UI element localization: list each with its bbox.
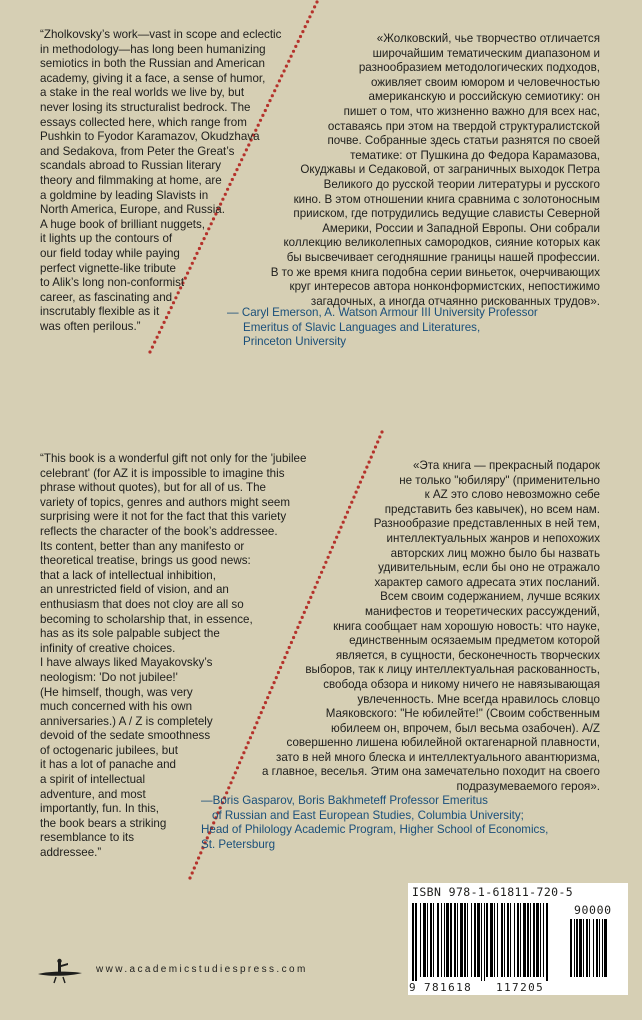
text-line: reflects the character of the book’s addressee. — [40, 524, 278, 538]
text-line: свобода обзора и никому ничего не навязывающая — [323, 677, 600, 691]
text-line: зато в ней много блеска и интеллектуального авантюризма, — [276, 750, 600, 764]
attribution-line: — Caryl Emerson, A. Watson Armour III University Professor — [227, 306, 538, 319]
text-line: neologism: 'Do not jubilee!' — [40, 670, 178, 684]
text-line: semiotics in both the Russian and American — [40, 57, 265, 71]
text-line: юбилеем он, впрочем, был весьма озабочен). A/Z — [331, 721, 600, 735]
text-line: «Эта книга — прекрасный подарок — [412, 459, 600, 472]
text-line: I have always liked Mayakovsky’s — [40, 656, 213, 670]
text-line: бы высвечивает сегодняшние границы нашей профессии. — [286, 250, 600, 264]
text-line: авторских лиц можно было бы назвать — [390, 546, 600, 560]
text-line: a goldmine by leading Slavists in — [40, 188, 209, 202]
text-line: it has a lot of panache and — [40, 758, 177, 772]
text-line: in methodology—has long been humanizing — [40, 42, 266, 56]
text-line: оставаясь при этом на твердой структуралистской — [327, 119, 600, 133]
attribution-line: Head of Philology Academic Program, Higher School of Economics, — [201, 823, 549, 837]
text-line: scandals abroad to Russian literary — [40, 159, 222, 173]
text-line: surprising were it not for the fact that this variety — [40, 510, 287, 524]
text-line: широчайшим тематическим диапазоном и — [372, 46, 600, 60]
text-line: has as its sole palpable subject the — [40, 627, 220, 641]
text-line: (He himself, though, was very — [40, 685, 193, 699]
text-line: не только "юбиляру" (применительно — [399, 473, 600, 487]
text-line: единственным осязаемым предметом которой — [349, 634, 600, 648]
rider-logo-icon — [36, 958, 84, 984]
barcode-right-digits: 117205 — [496, 981, 545, 994]
text-line: much concerned with his own — [40, 700, 193, 714]
text-line: addressee.” — [40, 846, 102, 860]
text-line: Великого до русской теории литературы и русского — [323, 177, 600, 191]
text-line: infinity of creative choices. — [40, 641, 176, 655]
text-line: пишет о том, что жизненно важно для всех нас, — [343, 104, 600, 118]
text-line: that a lack of intellectual inhibition, — [40, 568, 216, 582]
text-line: was often perilous.” — [40, 319, 141, 333]
text-line: к AZ это слово невозможно себе — [424, 488, 600, 502]
text-line: совершенно лишена юбилейной октагенарной плавности, — [286, 736, 600, 750]
text-line: “Zholkovsky’s work—vast in scope and eclectic — [40, 28, 282, 41]
text-line: of octogenaric jubilees, but — [40, 743, 178, 757]
text-line: the book bears a striking — [40, 816, 167, 830]
text-line: Окуджавы и Седаковой, от заграничных выходок Петра — [300, 163, 600, 177]
text-line: удивительным, если бы оно не отражало — [378, 561, 600, 575]
text-line: интеллектуальных жанров и непохожих — [386, 531, 600, 545]
text-line: Разнообразие представленных в ней тем, — [373, 517, 600, 531]
text-line: Америки, России и Западной Европы. Они собрали — [322, 221, 600, 235]
text-line: becoming to scholarship that, in essence, — [40, 612, 253, 626]
isbn-barcode — [408, 883, 628, 995]
text-line: представить без кавычек), но всем нам. — [384, 502, 600, 516]
publisher-url: www.academicstudiespress.com — [96, 964, 308, 975]
review-1-attribution — [0, 306, 538, 350]
text-line: North America, Europe, and Russia. — [40, 203, 225, 217]
text-line: and Sedakova, from Peter the Great’s — [40, 144, 235, 158]
text-line: importantly, fun. In this, — [40, 802, 159, 816]
text-line: разнообразием методологических подходов, — [358, 61, 600, 75]
review-2-attribution — [0, 794, 548, 852]
text-line: Всем своим содержанием, лучше всяких — [380, 590, 600, 604]
text-line: variety of topics, genres and authors might seem — [40, 495, 291, 509]
text-line: anniversaries.) A / Z is completely — [40, 714, 213, 728]
text-line: essays collected here, which range from — [40, 115, 247, 129]
text-line: enthusiasm that does not cloy are all so — [40, 597, 244, 611]
text-line: devoid of the sedate smoothness — [40, 729, 211, 743]
text-line: оживляет своим юмором и человечностью — [370, 75, 600, 89]
text-line: коллекцию великолепных самородков, сияние которых как — [283, 236, 600, 250]
text-line: celebrant' (for AZ it is impossible to imagine this — [40, 466, 285, 480]
text-line: never losing its structuralist bedrock. The — [40, 100, 251, 114]
text-line: a stake in the real worlds we live by, but — [40, 86, 245, 100]
addon-bars — [570, 919, 622, 979]
text-line: a spirit of intellectual — [40, 773, 146, 787]
text-line: academy, giving it a face, a sense of humor, — [40, 71, 266, 85]
barcode-first-digit: 9 — [409, 981, 418, 994]
text-line: почве. Собранные здесь статьи разнятся по своей — [327, 134, 600, 148]
text-line: а главное, веселья. Этим она замечательно походит на своего — [261, 765, 600, 779]
attribution-line: St. Petersburg — [201, 837, 276, 851]
price-code: 90000 — [574, 903, 612, 917]
text-line: круг интересов автора нонконформистских, непостижимо — [289, 280, 600, 294]
text-line: to Alik’s long non-conformist — [40, 276, 185, 290]
barcode-left-digits: 781618 — [424, 981, 473, 994]
text-line: книга сообщает нам хорошую новость: что науке, — [333, 619, 600, 633]
text-line: A huge book of brilliant nuggets, — [40, 217, 206, 231]
text-line: «Жолковский, чье творчество отличается — [376, 32, 600, 45]
text-line: Pushkin to Fyodor Karamazov, Okudzhava — [40, 130, 260, 144]
review-2-russian — [0, 459, 600, 795]
text-line: theoretical treatise, brings us good news: — [40, 554, 251, 568]
text-line: В то же время книга подобна серии виньеток, очерчивающих — [270, 265, 600, 279]
attribution-line: Emeritus of Slavic Languages and Literatures, — [243, 320, 481, 334]
attribution-line: —Boris Gasparov, Boris Bakhmeteff Professor Emeritus — [201, 794, 488, 807]
text-line: it lights up the contours of — [40, 232, 173, 246]
text-line: theory and filmmaking at home, are — [40, 173, 222, 187]
text-line: выборов, так к лицу интеллектуальная раскованность, — [305, 663, 600, 677]
text-line: манифестов и теоретических рассуждений, — [365, 604, 600, 618]
isbn-number: ISBN 978-1-61811-720-5 — [412, 885, 574, 899]
ean-bars — [412, 903, 564, 981]
text-line: our field today while paying — [40, 246, 180, 260]
text-line: подразумеваемого героя». — [456, 780, 600, 794]
text-line: phrase without quotes), but for all of us. The — [40, 481, 266, 495]
text-line: увлеченность. Мне всегда нравилось словцо — [357, 692, 600, 706]
text-line: характер самого адресата этих посланий. — [374, 575, 600, 589]
text-line: career, as fascinating and — [40, 290, 173, 304]
text-line: кино. В этом отношении книга сравнима с золотоносным — [293, 192, 600, 206]
attribution-line: of Russian and East European Studies, Columbia University; — [212, 808, 524, 822]
text-line: perfect vignette-like tribute — [40, 261, 176, 275]
text-line: является, в сущности, бесконечность творческих — [335, 648, 600, 662]
text-line: resemblance to its — [40, 831, 135, 845]
attribution-line: Princeton University — [243, 335, 347, 349]
text-line: Маяковского: "Не юбилейте!" (Своим собственным — [325, 707, 600, 721]
text-line: inscrutably flexible as it — [40, 305, 160, 319]
text-line: американскую и российскую семиотику: он — [368, 90, 600, 104]
text-line: прииском, где потрудились ведущие слависты Северной — [293, 207, 600, 221]
text-line: an unrestricted field of vision, and an — [40, 583, 229, 597]
text-line: adventure, and most — [40, 787, 146, 801]
review-1-russian — [0, 32, 600, 309]
text-line: “This book is a wonderful gift not only for the 'jubilee — [40, 452, 307, 465]
text-line: тематике: от Пушкина до Федора Карамазова, — [350, 148, 600, 162]
text-line: Its content, better than any manifesto or — [40, 539, 245, 553]
text-line: загадочных, а иногда отчаянно рискованных трудов». — [310, 294, 600, 308]
